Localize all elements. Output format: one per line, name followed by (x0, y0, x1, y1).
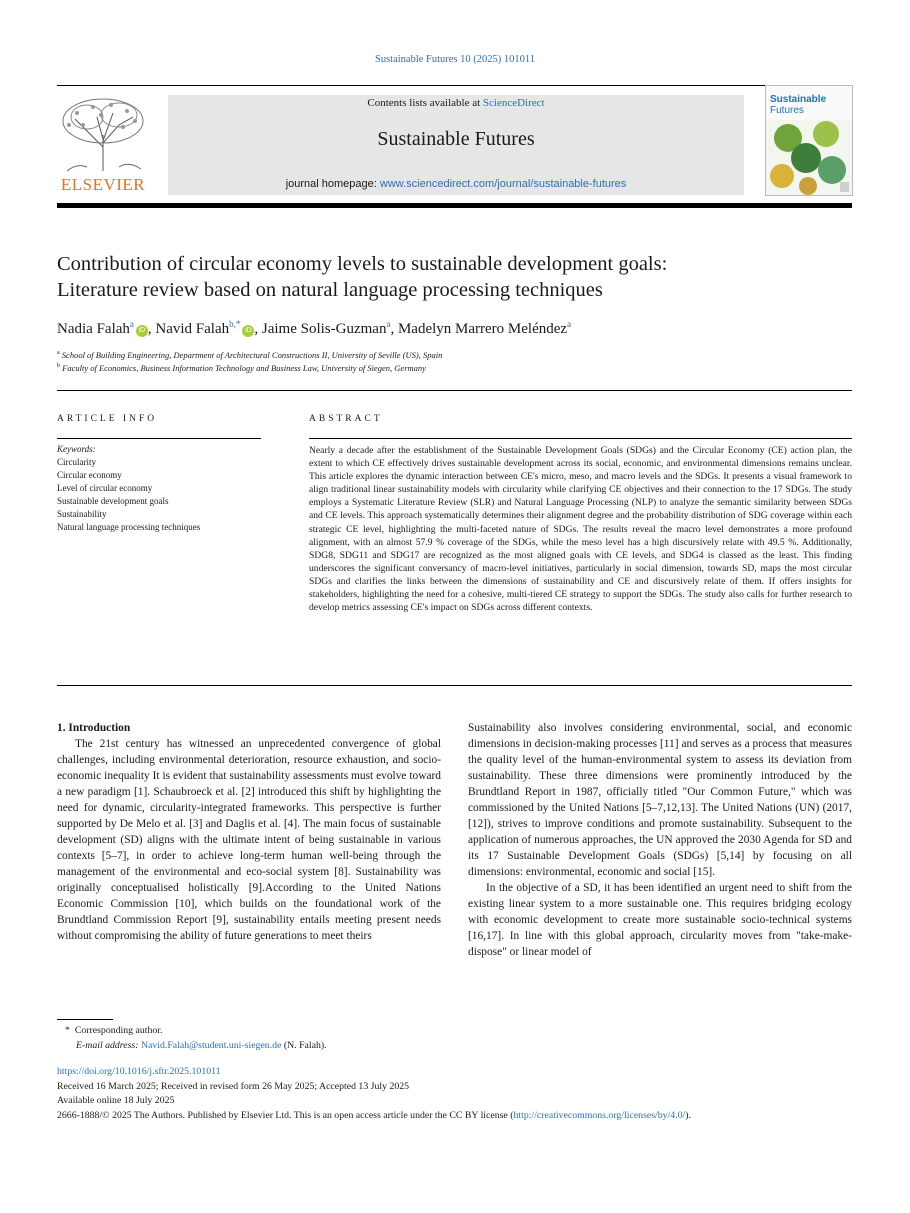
keyword-item: Circular economy (57, 470, 122, 480)
keywords-label: Keywords: (57, 444, 96, 454)
header-divider (57, 203, 852, 208)
author-name[interactable]: Jaime Solis-Guzman (261, 321, 387, 337)
elsevier-logo[interactable] (57, 95, 149, 195)
keyword-item: Level of circular economy (57, 483, 153, 493)
license-prefix: 2666-1888/© 2025 The Authors. Published by Elsevier Ltd. This is an open access article under the CC BY license ( (57, 1109, 514, 1121)
contents-prefix: Contents lists available at (367, 97, 483, 109)
author-name[interactable]: Navid Falah (155, 321, 230, 337)
license-link[interactable]: http://creativecommons.org/licenses/by/4.0/ (513, 1109, 686, 1121)
top-divider (57, 85, 852, 86)
affiliation-a (57, 350, 852, 360)
email-label: E-mail address: (76, 1040, 139, 1051)
affiliation-marker[interactable]: a (567, 319, 572, 329)
license-line (57, 1109, 857, 1124)
sciencedirect-link[interactable]: ScienceDirect (482, 97, 545, 109)
section-divider (57, 390, 852, 391)
journal-homepage-link[interactable]: www.sciencedirect.com/journal/sustainable-futures (379, 178, 627, 190)
email-link[interactable]: Navid.Falah@student.uni-siegen.de (140, 1040, 282, 1051)
journal-cover-thumbnail[interactable] (765, 85, 853, 196)
keyword-item: Circularity (57, 457, 96, 467)
doi-link[interactable]: https://doi.org/10.1016/j.sftr.2025.101011 (57, 1066, 221, 1077)
body-column-right (468, 720, 852, 960)
title-line-2: Literature review based on natural language processing techniques (57, 279, 603, 301)
footnote-marker: * (65, 1025, 70, 1036)
footnote (57, 1023, 852, 1053)
journal-banner (168, 95, 744, 195)
orcid-icon[interactable]: iD (242, 325, 254, 337)
abstract-divider (309, 438, 852, 439)
body-paragraph: Sustainability also involves considering environmental, social, and economic dimensions in decision-making processes [11] and serves as a process that measures the quality level of the human-environmental system to assess its deviation from sustainability. These three dimensions were prominently introduced by the Brundtland Report in 1987, officially titled "Our Common Future," which was commissioned by the United Nations [5–7,12,13]. The United Nations (UN) (2017, [12]), strives to improve conditions and promote sustainability. Subsequent to the application of numerous approaches, the UN approved the 2030 Agenda for SD and its 17 Sustainable Development Goals (SDGs) [5,14] by focusing on all dimensions: environmental, economic and social [15]. (468, 722, 852, 878)
author-list: Nadia Falah$^a$iD , Navid Falah$^{b,*}$iD , Jaime Solis-Guzman$^a$, Madelyn Marrero Meléndez$^a$ (57, 319, 572, 337)
affiliation-text: Faculty of Economics, Business Information Technology and Business Law, University of Siegen, Germany (62, 363, 426, 373)
cover-title (770, 94, 826, 116)
cover-title-line1: Sustainable (770, 94, 827, 105)
article-info-heading: ARTICLE INFO (57, 414, 158, 424)
title-line-1: Contribution of circular economy levels to sustainable development goals: (57, 253, 668, 275)
orcid-icon[interactable]: iD (136, 325, 148, 337)
cover-artwork-icon (766, 120, 852, 195)
section-heading: 1. Introduction (57, 722, 131, 734)
article-metadata (57, 1065, 857, 1123)
affiliation-b (57, 363, 852, 373)
article-title (57, 251, 852, 303)
keyword-item: Sustainability (57, 509, 107, 519)
keyword-item: Sustainable development goals (57, 496, 169, 506)
publisher-wordmark: ELSEVIER (60, 175, 146, 194)
email-suffix: (N. Falah). (283, 1040, 327, 1051)
affiliation-text: School of Building Engineering, Department of Architectural Constructions II, University of Seville (US), Spain (61, 350, 443, 360)
body-paragraph: The 21st century has witnessed an unprecedented convergence of global challenges, including environmental deterioration, resource exhaustion, and socio-economic inequality It is evident that sustainability assessments must evolve toward a new paradigm [1]. Schaubroeck et al. [2] introduced this shift by highlighting the need for dynamic, circularity-integrated frameworks. This perspective is further supported by De Melo et al. [3] and Daglis et al. [4]. The main focus of sustainable development (SD) aligns with the ultimate intent of being sustainable in various contexts [5–7], in order to achieve long-term human well-being through the management of the environmental and eco-social system [8]. Sustainability was originally conceptualised holistically [9].According to the United Nations Economic Commission [10], which builds on the foundational work of the Brundtland Commission Report [9], sustainability entails meeting present needs without compromising the ability of future generations to meet theirs (57, 738, 441, 942)
affiliation-marker[interactable]: a (386, 319, 391, 329)
tree-of-knowledge-icon (57, 95, 149, 173)
corresponding-author-note (57, 1023, 852, 1038)
section-divider (57, 685, 852, 686)
homepage-line (168, 178, 744, 190)
license-suffix: ). (685, 1109, 691, 1121)
article-info-divider (57, 438, 261, 439)
journal-reference[interactable]: Sustainable Futures 10 (2025) 101011 (374, 54, 535, 65)
body-paragraph: In the objective of a SD, it has been identified an urgent need to shift from the existing linear system to a more sustainable one. This requires bridging ecology with economic development to create more sustainable socio-technical systems [16,17]. In line with this global approach, circularity moves from "take-make-dispose" or linear model of (468, 882, 852, 958)
corresponding-label: Corresponding author. (74, 1025, 163, 1036)
abstract-heading: ABSTRACT (309, 414, 383, 424)
received-dates: Received 16 March 2025; Received in revised form 26 May 2025; Accepted 13 July 2025 (57, 1080, 410, 1092)
affiliation-label: a (57, 350, 60, 357)
author-name[interactable]: Nadia Falah (57, 321, 130, 337)
keyword-item: Natural language processing techniques (57, 522, 201, 532)
contents-line (168, 97, 744, 109)
affiliation-marker[interactable]: a (129, 319, 134, 329)
affiliation-marker[interactable]: b,* (229, 319, 241, 329)
abstract-text: Nearly a decade after the establishment of the Sustainable Development Goals (SDGs) and the Circular Economy (CE) action plan, the extent to which CE effectively drives sustainable development across its social, economic, and environmental dimensions remains unclear. This article explores the dynamic interaction between CE's micro, meso, and macro levels and the SDGs. It presents a visual framework to align traditional linear sustainability models with circularity while clarifying CE objectives and their connection to the 17 SDGs. The study employs a Systematic Literature Review (SLR) and Natural Language Processing (NLP) to analyze the semantic similarity between SDGs and CE levels. This approach systematically determines their alignment degree and the probability distribution of SDG coverage within each strategic CE level, highlighting the multi-faceted nature of SDGs. The results reveal the macro level demonstrates a more profound alignment, with an almost 57.9 % coverage of the SDGs, while the meso level has a high discursively relate with 49.5 %. Additionally, SDG8, SDG11 and SDG17 are recognized as the most aligned goals with CE levels, and SDG4 is classed as the least. This finding underscores the significant conversancy of macro-level initiatives, particularly in social dimension, towards SD, maps the most circular SDGs and clarifies the links between the dimensions of sustainability and CE and discursively relate of them. If offers insights for stakeholders, highlighting the need for a cohesive, multi-tiered CE strategy to support the SDGs. The study also calls for further research to develop metrics assessing CE's impact on SDGs across different contexts. (309, 445, 852, 614)
available-online: Available online 18 July 2025 (57, 1095, 175, 1106)
email-line (57, 1038, 852, 1053)
journal-name: Sustainable Futures (377, 128, 535, 150)
cover-title-line2: Futures (770, 105, 804, 116)
author-name[interactable]: Madelyn Marrero Meléndez (397, 321, 568, 337)
homepage-prefix: journal homepage: (285, 178, 380, 190)
body-column-left (57, 720, 441, 944)
affiliation-label: b (57, 363, 60, 370)
keywords-block (57, 443, 261, 534)
footnote-divider (57, 1019, 113, 1020)
